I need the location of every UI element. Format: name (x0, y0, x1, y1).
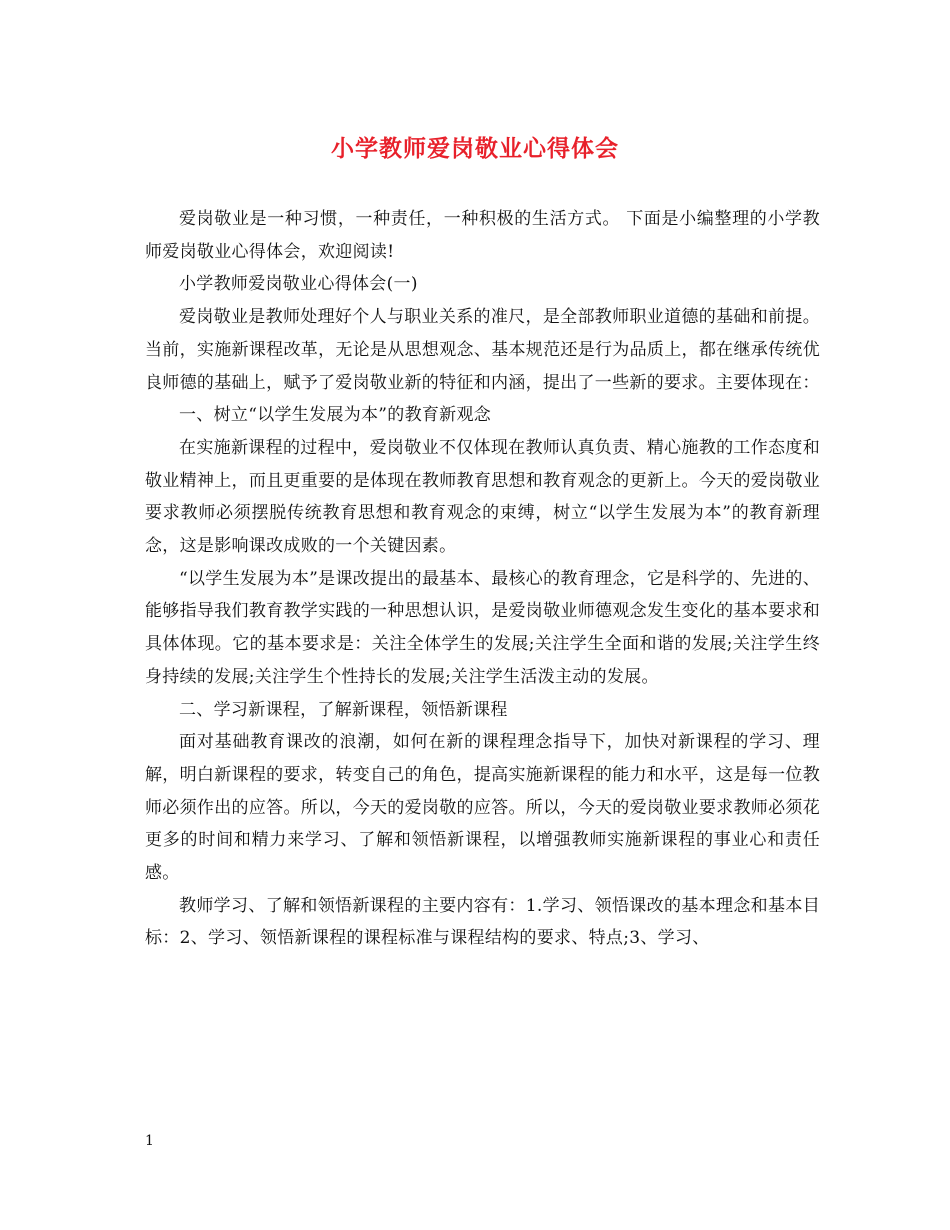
page-number: 1 (145, 1133, 154, 1149)
paragraph: “以学生发展为本”是课改提出的最基本、最核心的教育理念，它是科学的、先进的、能够指导我们教育教学实践的一种思想认识，是爱岗敬业师德观念发生变化的基本要求和具体体现。它的基本要求是：关注全体学生的发展;关注学生全面和谐的发展;关注学生终身持续的发展;关注学生个性持长的发展;关注学生活泼主动的发展。 (145, 568, 820, 687)
paragraph: 爱岗敬业是一种习惯，一种责任，一种积极的生活方式。 下面是小编整理的小学教师爱岗敬业心得体会，欢迎阅读! (145, 209, 820, 262)
paragraph: 教师学习、了解和领悟新课程的主要内容有：1.学习、领悟课改的基本理念和基本目标：2、学习、领悟新课程的课程标准与课程结构的要求、特点;3、学习、 (145, 895, 820, 949)
section-heading: 小学教师爱岗敬业心得体会(一) (179, 274, 418, 295)
section-heading: 一、树立“以学生发展为本”的教育新观念 (179, 405, 492, 426)
paragraph: 面对基础教育课改的浪潮，如何在新的课程理念指导下，加快对新课程的学习、理解，明白新课程的要求，转变自己的角色，提高实施新课程的能力和水平，这是每一位教师必须作出的应答。所以，今天的爱岗敬的应答。所以，今天的爱岗敬业要求教师必须花更多的时间和精力来学习、了解和领悟新课程，以增强教师实施新课程的事业心和责任感。 (145, 732, 820, 884)
paragraph: 爱岗敬业是教师处理好个人与职业关系的准尺，是全部教师职业道德的基础和前提。当前，实施新课程改革，无论是从思想观念、基本规范还是行为品质上，都在继承传统优良师德的基础上，赋予了爱岗敬业新的特征和内涵，提出了一些新的要求。主要体现在： (145, 307, 820, 393)
document-body (145, 203, 820, 955)
paragraph: 在实施新课程的过程中，爱岗敬业不仅体现在教师认真负责、精心施教的工作态度和敬业精神上，而且更重要的是体现在教师教育思想和教育观念的更新上。今天的爱岗敬业要求教师必须摆脱传统教育思想和教育观念的束缚，树立“以学生发展为本”的教育新理念，这是影响课改成败的一个关键因素。 (145, 437, 820, 557)
section-heading: 二、学习新课程，了解新课程，领悟新课程 (179, 699, 508, 720)
document-title: 小学教师爱岗敬业心得体会 (331, 135, 619, 162)
